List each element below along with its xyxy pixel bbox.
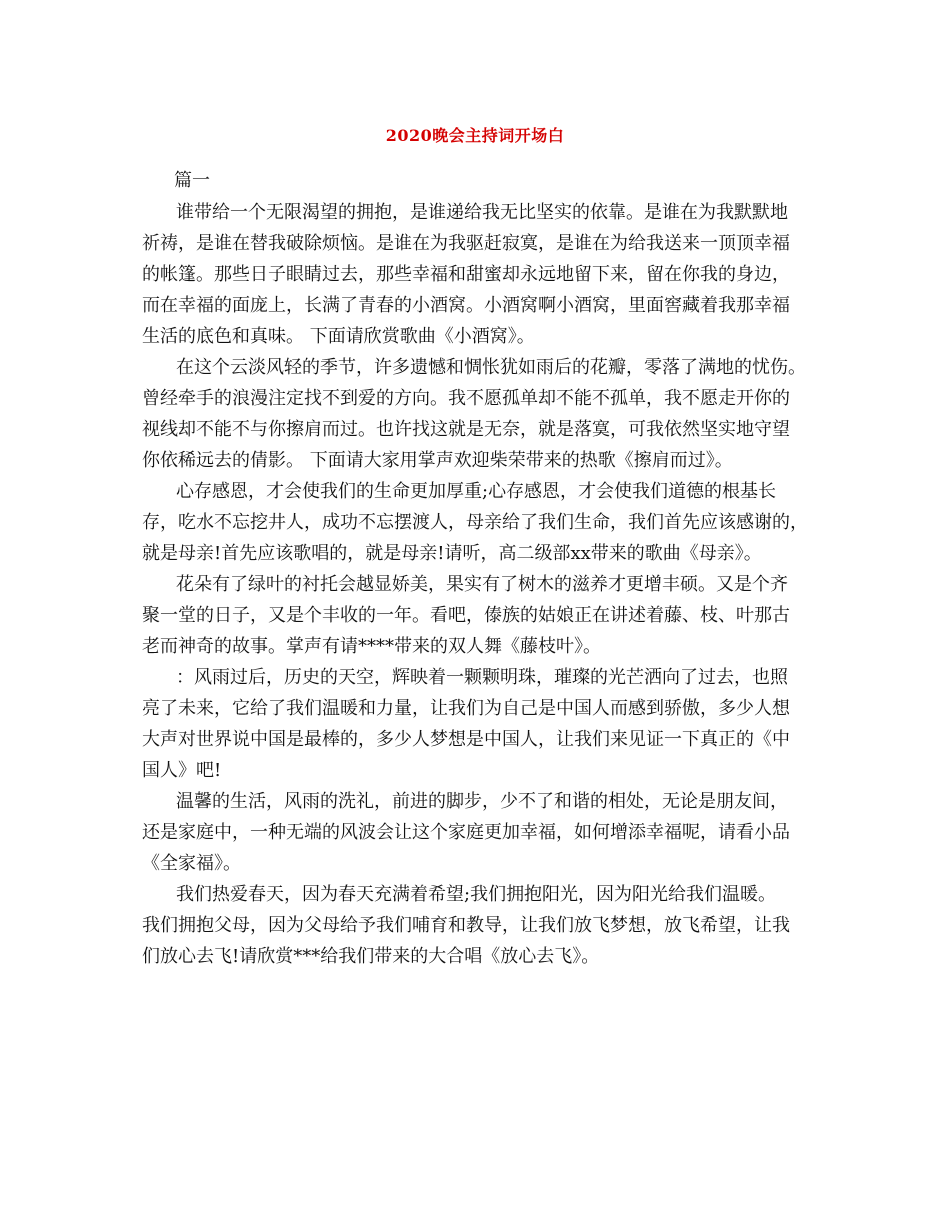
paragraph-line: 存，吃水不忘挖井人，成功不忘摆渡人，母亲给了我们生命，我们首先应该感谢的， (142, 512, 808, 533)
paragraph-line: 温馨的生活，风雨的洗礼，前进的脚步，少不了和谐的相处，无论是朋友间， (176, 791, 788, 812)
paragraph-line: 们放心去飞!请欣赏***给我们带来的大合唱《放心去飞》。 (142, 946, 600, 967)
paragraph-line: 老而神奇的故事。掌声有请****带来的双人舞《藤枝叶》。 (142, 636, 601, 657)
paragraph-line: 在这个云淡风轻的季节，许多遗憾和惆怅犹如雨后的花瓣，零落了满地的忧伤。 (176, 357, 806, 378)
paragraph (142, 352, 822, 476)
paragraph-line: 我们热爱春天，因为春天充满着希望;我们拥抱阳光，因为阳光给我们温暖。 (176, 884, 777, 905)
paragraph-line: 亮了未来，它给了我们温暖和力量，让我们为自己是中国人而感到骄傲，多少人想 (142, 698, 790, 719)
paragraph-line: 还是家庭中，一种无端的风波会让这个家庭更加幸福，如何增添幸福呢，请看小品 (142, 822, 790, 843)
paragraph (142, 662, 822, 786)
paragraph-line: 花朵有了绿叶的衬托会越显娇美，果实有了树木的滋养才更增丰硕。又是个齐 (176, 574, 788, 595)
paragraph (142, 879, 822, 972)
paragraph-line: 的帐篷。那些日子眼睛过去，那些幸福和甜蜜却永远地留下来，留在你我的身边， (142, 264, 790, 285)
paragraph (142, 786, 822, 879)
paragraph (142, 476, 822, 569)
paragraph (142, 197, 822, 352)
paragraph-line: 生活的底色和真味。 下面请欣赏歌曲《小酒窝》。 (142, 326, 535, 347)
paragraph-line: 而在幸福的面庞上，长满了青春的小酒窝。小酒窝啊小酒窝，里面窖藏着我那幸福 (142, 295, 790, 316)
paragraph-line: 你依稀远去的倩影。 下面请大家用掌声欢迎柴荣带来的热歌《擦肩而过》。 (142, 450, 733, 471)
paragraph-line: 聚一堂的日子，又是个丰收的一年。看吧，傣族的姑娘正在讲述着藤、枝、叶那古 (142, 605, 790, 626)
paragraph-line: 就是母亲!首先应该歌唱的，就是母亲!请听，高二级部xx带来的歌曲《母亲》。 (142, 543, 762, 564)
paragraph-line: 我们拥抱父母，因为父母给予我们哺育和教导，让我们放飞梦想，放飞希望，让我 (142, 915, 790, 936)
paragraph-line: 视线却不能不与你擦肩而过。也许找这就是无奈，就是落寞，可我依然坚实地守望 (142, 419, 790, 440)
paragraph-line: 祈祷，是谁在替我破除烦恼。是谁在为我驱赶寂寞，是谁在为给我送来一顶顶幸福 (142, 233, 790, 254)
paragraph-line: 谁带给一个无限渴望的拥抱，是谁递给我无比坚实的依靠。是谁在为我默默地 (176, 202, 788, 223)
paragraph-line: 大声对世界说中国是最棒的，多少人梦想是中国人，让我们来见证一下真正的《中 (142, 729, 790, 750)
paragraph-list (142, 197, 822, 972)
paragraph-line: 心存感恩，才会使我们的生命更加厚重;心存感恩，才会使我们道德的根基长 (176, 481, 777, 502)
section-heading: 篇一 (174, 170, 210, 191)
document-body (142, 163, 822, 972)
paragraph-line: 曾经牵手的浪漫注定找不到爱的方向。我不愿孤单却不能不孤单，我不愿走开你的 (142, 388, 790, 409)
paragraph-line: 《全家福》。 (142, 853, 241, 874)
paragraph-line: ：风雨过后，历史的天空，辉映着一颗颗明珠，璀璨的光芒洒向了过去，也照 (176, 667, 788, 688)
document-title: 2020晚会主持词开场白 (385, 126, 565, 145)
paragraph-line: 国人》吧! (142, 760, 222, 781)
paragraph (142, 569, 822, 662)
